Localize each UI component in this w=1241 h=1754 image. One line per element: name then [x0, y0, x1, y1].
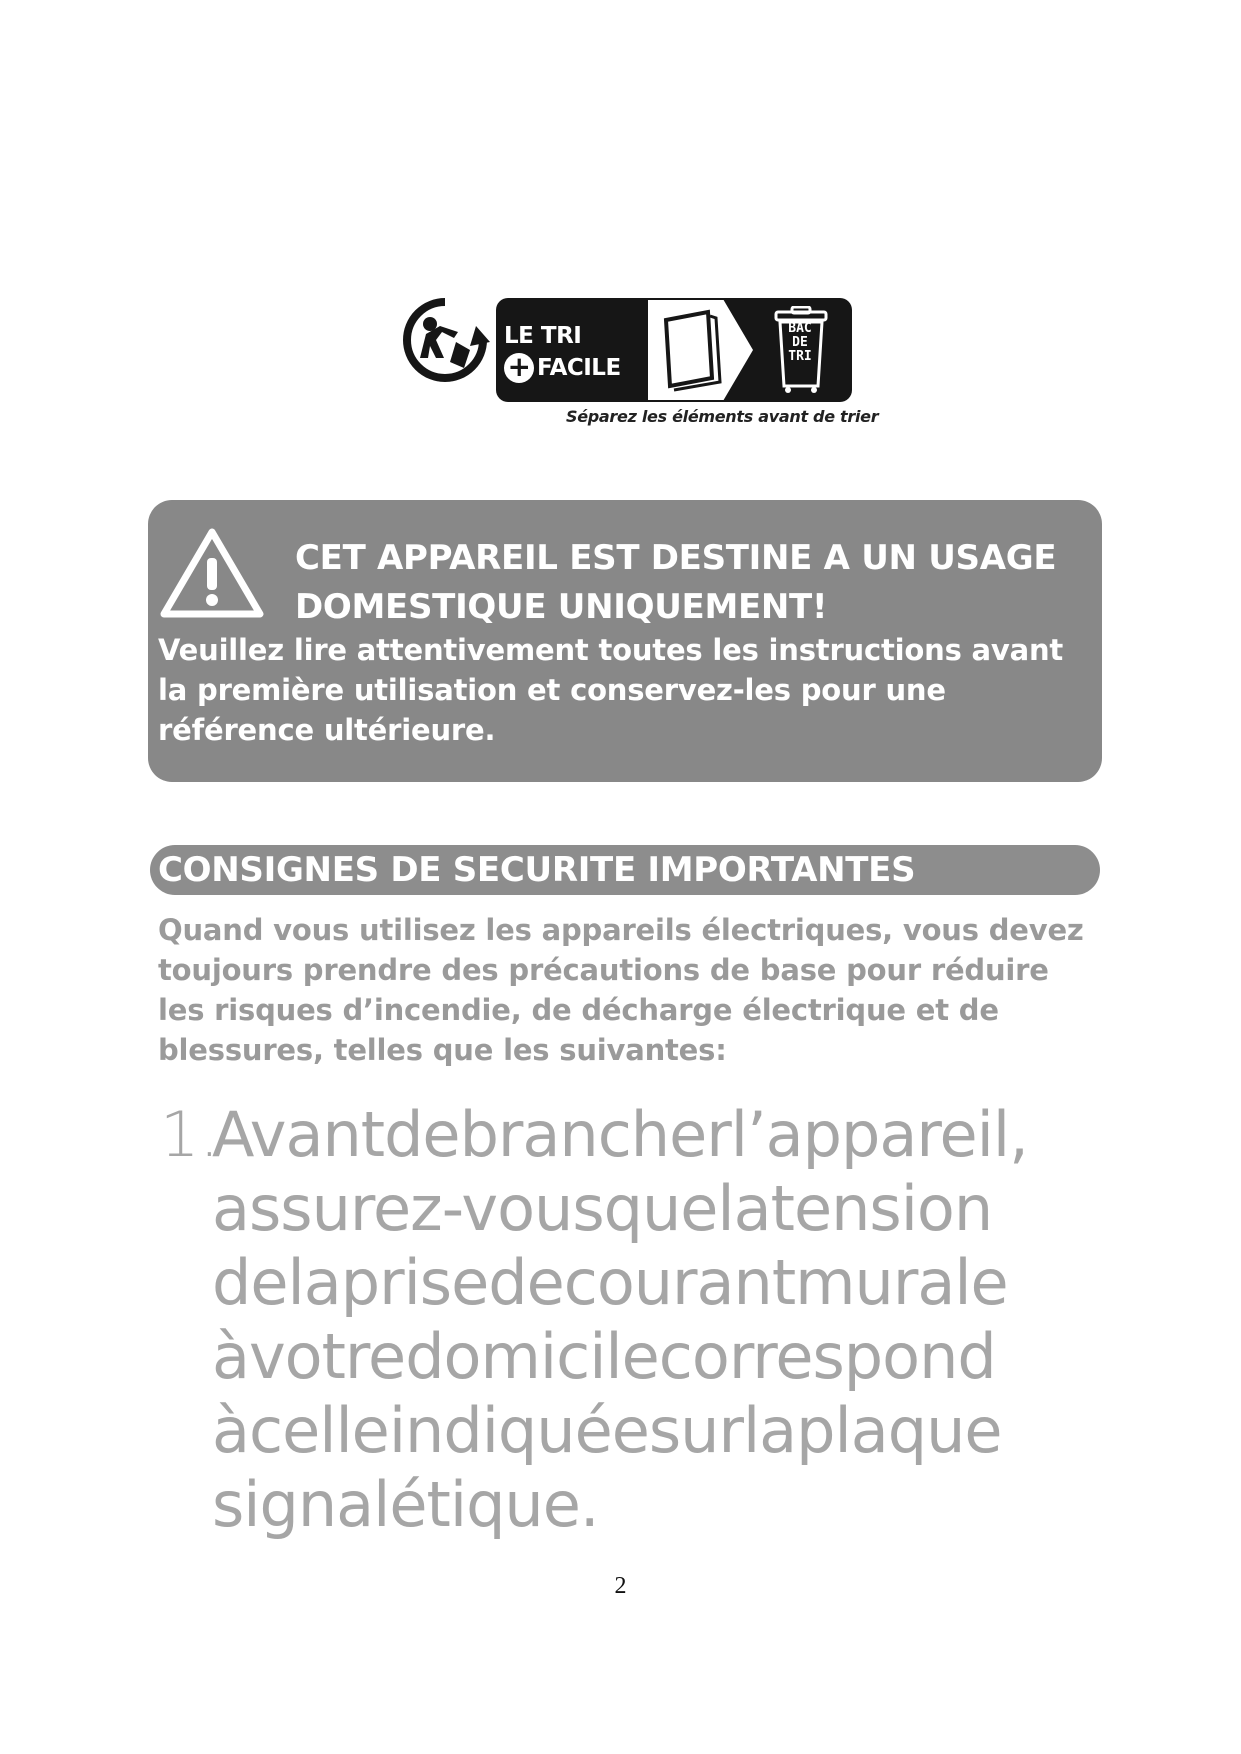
item-line: signalétique.: [212, 1468, 599, 1541]
tri-line2: FACILE: [537, 355, 621, 381]
tri-line1: LE TRI: [504, 323, 582, 349]
warning-text: Veuillez lire attentivement toutes les instructions avant la première utilisation et conservez-les pour une référence ultérieure.: [158, 633, 1064, 747]
tri-facile-label: [504, 320, 621, 384]
item-number: 1.: [160, 1098, 220, 1171]
bin-label-line3: TRI: [788, 349, 812, 364]
triman-subtitle: Séparez les éléments avant de trier: [566, 407, 879, 426]
warning-title-line2: DOMESTIQUE UNIQUEMENT!: [295, 587, 828, 627]
bin-label-line1: BAC: [788, 321, 812, 336]
plus-icon: +: [504, 353, 534, 383]
recycling-person-icon: [400, 296, 490, 386]
item-text: [212, 1098, 1092, 1542]
item-line: delaprisedecourantmurale: [212, 1246, 1008, 1319]
warning-title-line1: CET APPAREIL EST DESTINE A UN USAGE: [295, 538, 1057, 578]
item-line: assurez-vousquelatension: [212, 1172, 993, 1245]
page-number: 2: [614, 1573, 627, 1599]
intro-paragraph: Quand vous utilisez les appareils électriques, vous devez toujours prendre des précautions de base pour réduire les risques d’incendie, de décharge électrique et de blessures, telles que les suivantes:: [158, 913, 1084, 1067]
warning-title: [295, 534, 1085, 632]
section-title: CONSIGNES DE SECURITE IMPORTANTES: [158, 850, 916, 890]
bin-label: [775, 322, 825, 364]
warning-triangle-icon: [158, 526, 266, 622]
item-line: àcelleindiquéesurlaplaque: [212, 1394, 1002, 1467]
item-line: Avantdebrancherl’appareil,: [212, 1098, 1028, 1171]
bin-label-line2: DE: [792, 335, 808, 350]
item-line: àvotredomicilecorrespond: [212, 1320, 996, 1393]
